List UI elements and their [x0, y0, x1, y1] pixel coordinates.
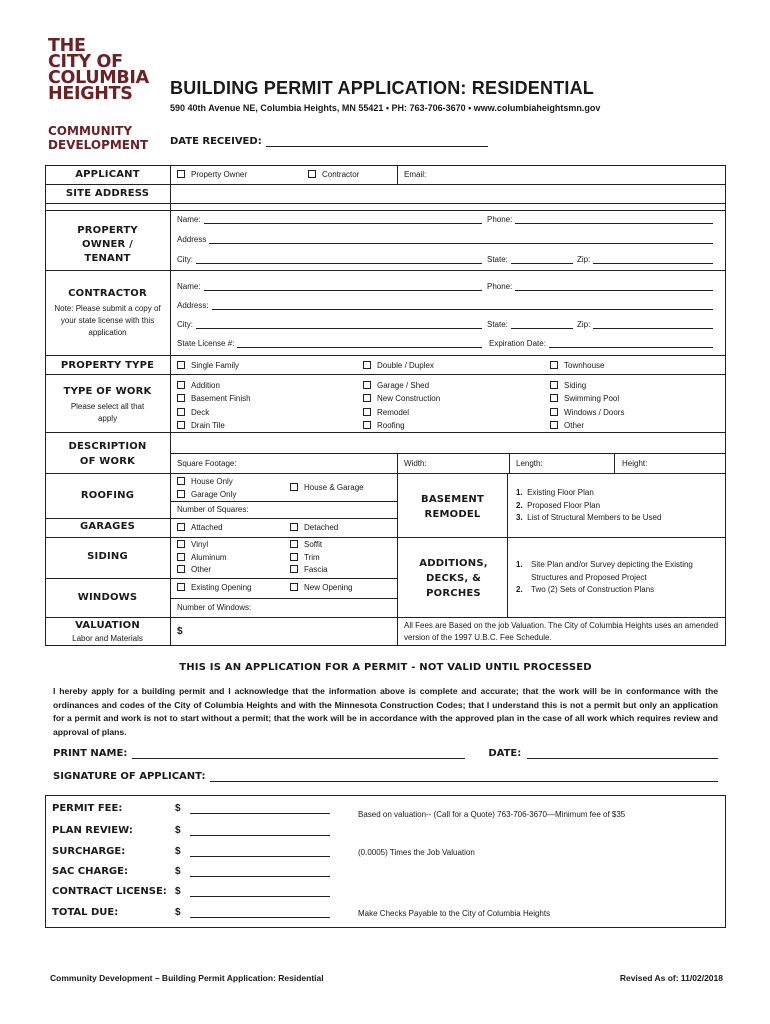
option-label: Aluminum: [191, 552, 227, 562]
checkbox[interactable]: [550, 381, 558, 389]
checkbox[interactable]: [290, 583, 298, 591]
checkbox[interactable]: [290, 553, 298, 561]
footer-right: Revised As of: 11/02/2018: [619, 973, 723, 983]
work-basement-finish[interactable]: [177, 392, 251, 405]
siding-vinyl[interactable]: [177, 539, 227, 552]
owner-address-field[interactable]: [177, 235, 713, 244]
valuation-input[interactable]: [190, 620, 395, 644]
garage-detached[interactable]: [290, 523, 338, 532]
contract-license-field[interactable]: [190, 887, 330, 897]
contract-license-dollar: $: [175, 886, 181, 897]
contractor-city-label: City:: [177, 320, 193, 329]
option-label: New Opening: [304, 583, 353, 592]
owner-address-label: Address: [177, 235, 207, 244]
contractor-address-field[interactable]: [177, 301, 713, 310]
checkbox[interactable]: [177, 540, 185, 548]
plan-review-row: [52, 825, 332, 836]
contractor-license-label: State License #:: [177, 339, 235, 348]
siding-label: SIDING: [87, 551, 128, 562]
owner-phone-label: Phone:: [487, 215, 513, 224]
square-footage-field[interactable]: Square Footage:: [177, 459, 237, 468]
option-label: Other: [191, 565, 212, 574]
footer-left: Community Development – Building Permit Application: Residential: [50, 973, 324, 983]
site-address-label: SITE ADDRESS: [65, 188, 150, 199]
work-new-construction[interactable]: [363, 392, 440, 405]
checkbox[interactable]: [363, 421, 371, 429]
owner-city-field[interactable]: [177, 255, 482, 264]
option-label: House Only: [191, 477, 233, 486]
permit-fee-row: [52, 803, 332, 814]
checkbox[interactable]: [177, 523, 185, 531]
option-label: Swimming Pool: [564, 394, 620, 404]
applicant-label: APPLICANT: [75, 169, 140, 180]
work-swimming-pool[interactable]: [550, 392, 624, 405]
department-logo: COMMUNITY DEVELOPMENT: [48, 124, 149, 152]
contractor-label: Contractor: [322, 170, 360, 179]
checkbox[interactable]: [290, 483, 298, 491]
work-siding[interactable]: [550, 379, 624, 392]
option-label: Deck: [191, 407, 210, 417]
contractor-name-field[interactable]: [177, 282, 482, 291]
contractor-address-label: Address:: [177, 301, 209, 310]
owner-name-field[interactable]: [177, 215, 482, 224]
contract-license-label: CONTRACT LICENSE:: [52, 886, 167, 897]
option-label: Single Family: [191, 361, 240, 370]
additions-item: 1. Site Plan and/or Survey depicting the Existing Structures and Proposed Project: [516, 560, 693, 582]
option-label: Double / Duplex: [377, 361, 434, 370]
roofing-house-garage[interactable]: [290, 483, 364, 492]
signature-row: [53, 771, 718, 782]
print-name-field[interactable]: [132, 749, 465, 759]
checkbox[interactable]: [177, 381, 185, 389]
height-field[interactable]: Height:: [622, 459, 648, 468]
contractor-phone-label: Phone:: [487, 282, 513, 291]
total-due-label: TOTAL DUE:: [52, 907, 119, 918]
checkbox[interactable]: [177, 565, 185, 573]
option-label: Other: [564, 420, 585, 430]
owner-state-label: State:: [487, 255, 508, 264]
checkbox[interactable]: [290, 540, 298, 548]
siding-aluminum[interactable]: [177, 552, 227, 565]
date-received-label: DATE RECEIVED:: [170, 136, 262, 147]
contractor-state-label: State:: [487, 320, 508, 329]
number-of-windows-field[interactable]: Number of Windows:: [177, 603, 252, 612]
option-label: Existing Opening: [191, 583, 252, 592]
basement-item: 1. Existing Floor Plan: [516, 488, 594, 497]
valuation-sublabel: Labor and Materials: [72, 634, 143, 643]
total-note: Make Checks Payable to the City of Columbia Heights: [358, 909, 551, 918]
work-roofing[interactable]: [363, 419, 440, 432]
option-label: Fascia: [304, 565, 328, 574]
option-label: Trim: [304, 552, 320, 562]
total-due-row: [52, 907, 332, 918]
siding-soffit[interactable]: [290, 539, 328, 552]
signature-field[interactable]: [210, 772, 718, 782]
contractor-zip-field[interactable]: [577, 320, 713, 329]
work-deck[interactable]: [177, 406, 251, 419]
additions-label: ADDITIONS, DECKS, & PORCHES: [419, 558, 488, 599]
option-label: Garage / Shed: [377, 381, 430, 390]
checkbox[interactable]: [290, 565, 298, 573]
option-label: Vinyl: [191, 540, 209, 549]
plan-review-label: PLAN REVIEW:: [52, 825, 133, 836]
roofing-label: ROOFING: [80, 490, 135, 501]
checkbox[interactable]: [177, 408, 185, 416]
date-label: DATE:: [488, 748, 522, 759]
city-logo: THE CITY OF COLUMBIA HEIGHTS: [48, 36, 149, 104]
contract-license-row: [52, 886, 332, 897]
basement-item: 3. List of Structural Members to be Used: [516, 513, 662, 522]
work-remodel[interactable]: [363, 406, 440, 419]
windows-label: WINDOWS: [77, 592, 138, 603]
address-line: 590 40th Avenue NE, Columbia Heights, MN 55421 • PH: 763-706-3670 • www.columbiaheightsmn.gov: [170, 103, 601, 113]
option-label: Garage Only: [191, 489, 237, 499]
option-label: Drain Tile: [191, 420, 225, 430]
length-field[interactable]: Length:: [516, 459, 543, 468]
surcharge-row: [52, 846, 332, 857]
plan-review-dollar: $: [175, 825, 181, 836]
basement-remodel-label: BASEMENT REMODEL: [421, 494, 484, 520]
checkbox[interactable]: [177, 583, 185, 591]
permit-fee-note: Based on valuation-- (Call for a Quote) 763-706-3670—Minimum fee of $35: [358, 810, 626, 819]
checkbox[interactable]: [308, 170, 316, 178]
total-due-field[interactable]: [190, 908, 330, 918]
surcharge-field[interactable]: [190, 847, 330, 857]
contractor-note: Note: Please submit a copy of your state license with this application: [54, 304, 161, 337]
contractor-expiration-label: Expiration Date:: [489, 339, 546, 348]
application-statement: I hereby apply for a building permit and I acknowledge that the information above is complete and accurate; that the work will be in conformance with the ordinances and codes of the City of Columbia Heights and with the Minnesota Construction Codes; that I understand this is not a permit but only an application for a permit and work is not to start without a permit; that the work will be in accordance with the approved plan in the case of all work which requires review and approval of plans.: [53, 686, 718, 737]
checkbox[interactable]: [177, 421, 185, 429]
roofing-garage-only[interactable]: [177, 489, 236, 502]
checkbox[interactable]: [550, 361, 558, 369]
sac-charge-row: [52, 866, 332, 877]
page-title: BUILDING PERMIT APPLICATION: RESIDENTIAL: [170, 78, 594, 98]
option-label: Windows / Doors: [564, 407, 625, 417]
additions-item: 2. Two (2) Sets of Construction Plans: [516, 585, 655, 594]
siding-other[interactable]: [177, 564, 227, 577]
permit-fee-label: PERMIT FEE:: [52, 803, 123, 814]
checkbox[interactable]: [177, 170, 185, 178]
owner-state-field[interactable]: [487, 255, 573, 264]
option-label: Siding: [564, 381, 587, 390]
contractor-expiration-field[interactable]: [489, 339, 713, 348]
contractor-name-label: Name:: [177, 282, 201, 291]
checkbox[interactable]: [177, 490, 185, 498]
window-new-opening[interactable]: [290, 583, 352, 592]
contractor-license-field[interactable]: [177, 339, 482, 348]
checkbox[interactable]: [177, 477, 185, 485]
property-type-townhouse[interactable]: [550, 361, 604, 370]
window-existing-opening[interactable]: [177, 583, 251, 592]
contractor-state-field[interactable]: [487, 320, 573, 329]
type-of-work-label: TYPE OF WORK: [63, 386, 152, 397]
owner-label: PROPERTY OWNER / TENANT: [77, 225, 138, 264]
option-label: Addition: [191, 381, 220, 390]
property-type-single-family[interactable]: [177, 361, 239, 370]
description-input[interactable]: [171, 434, 725, 452]
checkbox[interactable]: [177, 394, 185, 402]
option-label: Detached: [304, 523, 339, 532]
sac-charge-label: SAC CHARGE:: [52, 866, 128, 877]
basement-item: 2. Proposed Floor Plan: [516, 500, 601, 510]
application-heading: THIS IS AN APPLICATION FOR A PERMIT - NOT VALID UNTIL PROCESSED: [179, 662, 592, 673]
description-label: DESCRIPTION OF WORK: [68, 441, 147, 467]
owner-zip-field[interactable]: [577, 255, 713, 264]
option-label: Attached: [191, 523, 223, 532]
surcharge-note: (0.0005) Times the Job Valuation: [358, 848, 475, 857]
work-other[interactable]: [550, 419, 624, 432]
checkbox[interactable]: [290, 523, 298, 531]
contractor-city-field[interactable]: [177, 320, 482, 329]
applicant-contractor[interactable]: [308, 170, 359, 179]
owner-zip-label: Zip:: [577, 255, 591, 264]
contractor-zip-label: Zip:: [577, 320, 591, 329]
surcharge-label: SURCHARGE:: [52, 846, 126, 857]
option-label: Soffit: [304, 540, 323, 549]
option-label: Townhouse: [564, 361, 605, 370]
email-field[interactable]: Email:: [404, 170, 427, 179]
property-owner-label: Property Owner: [191, 170, 248, 179]
width-field[interactable]: Width:: [404, 459, 427, 468]
permit-fee-dollar: $: [175, 803, 181, 814]
sac-charge-dollar: $: [175, 866, 181, 877]
option-label: House & Garage: [304, 483, 364, 492]
owner-name-label: Name:: [177, 215, 201, 224]
work-windows-doors[interactable]: [550, 406, 624, 419]
date-received: [170, 136, 488, 147]
checkbox[interactable]: [177, 361, 185, 369]
total-due-dollar: $: [175, 907, 181, 918]
valuation-note: All Fees are Based on the job Valuation. The City of Columbia Heights uses an amended version of the 1997 U.B.C. Fee Schedule.: [404, 621, 719, 642]
print-name-row: [53, 748, 718, 759]
property-type-label: PROPERTY TYPE: [60, 360, 155, 371]
permit-fee-field[interactable]: [190, 804, 330, 814]
work-drain-tile[interactable]: [177, 419, 251, 432]
date-received-field[interactable]: [266, 137, 488, 147]
checkbox[interactable]: [177, 553, 185, 561]
type-of-work-note: Please select all that apply: [70, 402, 145, 423]
owner-city-label: City:: [177, 255, 193, 264]
plan-review-field[interactable]: [190, 826, 330, 836]
sac-charge-field[interactable]: [190, 867, 330, 877]
work-addition[interactable]: [177, 379, 251, 392]
garage-attached[interactable]: [177, 523, 223, 532]
date-field[interactable]: [527, 749, 718, 759]
number-of-squares-field[interactable]: Number of Squares:: [177, 505, 249, 514]
checkbox[interactable]: [363, 381, 371, 389]
print-name-label: PRINT NAME:: [53, 748, 128, 759]
work-garage-shed[interactable]: [363, 379, 440, 392]
checkbox[interactable]: [550, 408, 558, 416]
contractor-label: CONTRACTOR: [68, 288, 147, 299]
option-label: Remodel: [377, 407, 410, 417]
owner-phone-field[interactable]: [487, 215, 713, 224]
applicant-property-owner[interactable]: [177, 170, 247, 179]
valuation-label: VALUATION: [75, 620, 140, 631]
garages-label: GARAGES: [79, 521, 136, 532]
property-type-duplex[interactable]: [363, 361, 434, 370]
checkbox[interactable]: [550, 421, 558, 429]
option-label: Roofing: [377, 420, 405, 430]
option-label: Basement Finish: [191, 394, 251, 404]
checkbox[interactable]: [363, 361, 371, 369]
roofing-house-only[interactable]: [177, 476, 236, 489]
surcharge-dollar: $: [175, 846, 181, 857]
checkbox[interactable]: [550, 394, 558, 402]
siding-trim[interactable]: [290, 552, 328, 565]
valuation-dollar: $: [177, 626, 183, 637]
checkbox[interactable]: [363, 394, 371, 402]
checkbox[interactable]: [363, 408, 371, 416]
option-label: New Construction: [377, 394, 441, 404]
signature-label: SIGNATURE OF APPLICANT:: [53, 771, 206, 782]
contractor-phone-field[interactable]: [487, 282, 713, 291]
siding-fascia[interactable]: [290, 564, 328, 577]
